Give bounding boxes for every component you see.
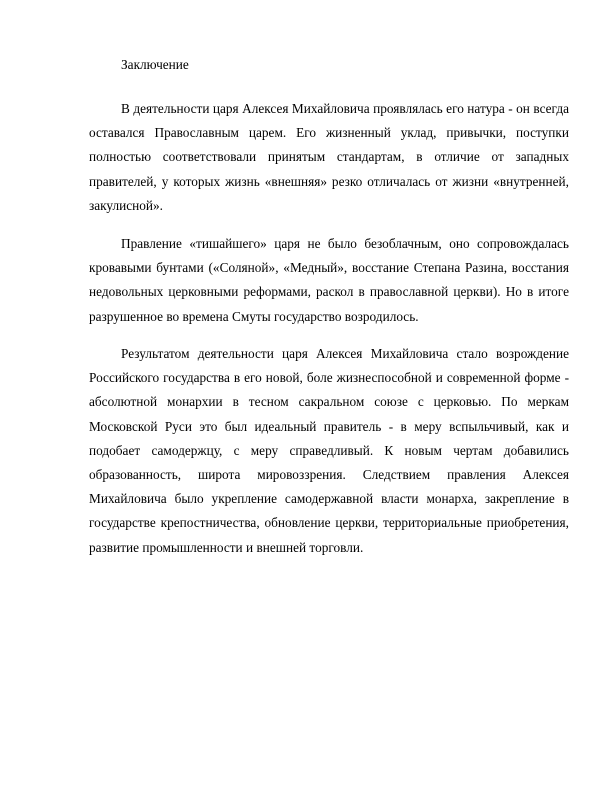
paragraph-1: В деятельности царя Алексея Михайловича проявлялась его натура - он всегда оставался Православным царем. Его жизненный уклад, привычки, поступки полностью соответствовали принятым стандартам, в отличие от западных правителей, у которых жизнь «внешняя» резко отличалась от жизни «внутренней, закулисной». xyxy=(89,101,569,213)
paragraph-3: Результатом деятельности царя Алексея Михайловича стало возрождение Российского государства в его новой, боле жизнеспособной и современной форме - абсолютной монархии в тесном сакральном союзе с церковью. По меркам Московской Руси это был идеальный правитель - в меру вспыльчивый, как и подобает самодержцу, с меру справедливый. К новым чертам добавились образованность, широта мировоззрения. Следствием правления Алексея Михайловича было укрепление самодержавной власти монарха, закрепление в государстве крепостничества, обновление церкви, территориальные приобретения, развитие промышленности и внешней торговли. xyxy=(89,346,569,555)
paragraph-2: Правление «тишайшего» царя не было безоблачным, оно сопровождалась кровавыми бунтами («Соляной», «Медный», восстание Степана Разина, восстания недовольных церковными реформами, раскол в православной церкви). Но в итоге разрушенное во времена Смуты государство возродилось. xyxy=(89,236,569,324)
section-heading: Заключение xyxy=(121,57,189,72)
